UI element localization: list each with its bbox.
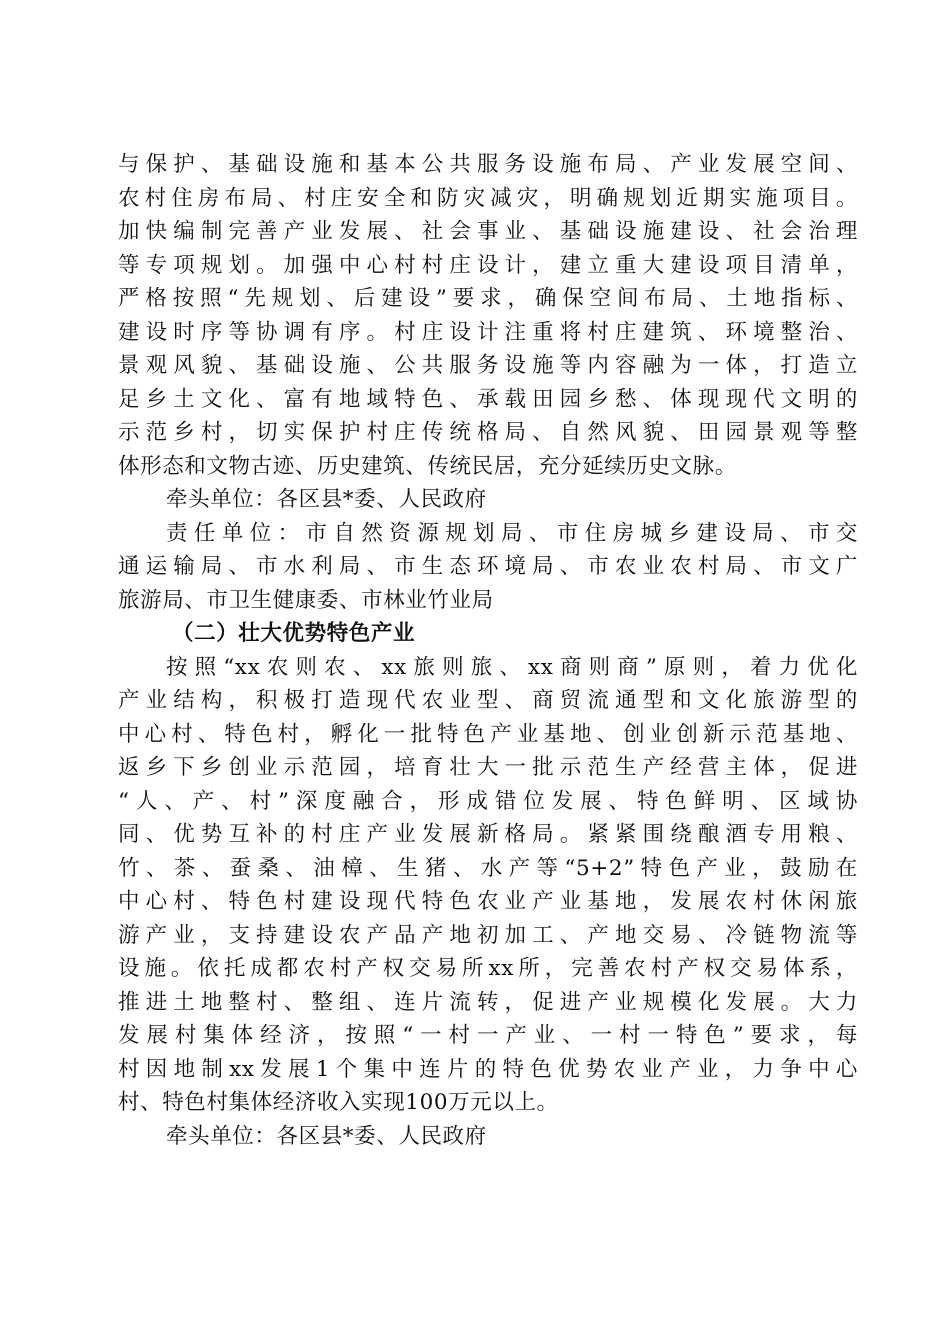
text-line: 竹、茶、蚕桑、油樟、生猪、水产等“5+2”特色产业，鼓励在 [118, 855, 858, 881]
text-line: 村、特色村集体经济收入实现100万元以上。 [118, 1090, 559, 1115]
text-line: 旅游局、市卫生健康委、市林业竹业局 [118, 587, 494, 613]
paragraph-responsible-units [118, 517, 858, 618]
document-body [118, 148, 858, 1153]
text-line: 体形态和文物古迹、历史建筑、传统民居，充分延续历史文脉。 [118, 453, 737, 479]
text-line: 同、优势互补的村庄产业发展新格局。紧紧围绕酿酒专用粮、 [118, 822, 858, 847]
text-line: 景观风貌、基础设施、公共服务设施等内容融为一体，打造立 [118, 353, 858, 378]
lead-unit-line: 牵头单位：各区县*委、人民政府 [166, 487, 487, 512]
text-line: 返乡下乡创业示范园，培育壮大一批示范生产经营主体，促进 [118, 755, 858, 780]
paragraph-industry [118, 651, 858, 1120]
text-line: 足乡土文化、富有地域特色、承载田园乡愁、体现现代文明的 [118, 386, 858, 412]
text-line: 游产业，支持建设农产品产地初加工、产地交易、冷链物流等 [118, 922, 858, 948]
text-line: 村因地制xx发展1个集中连片的特色优势农业产业，力争中心 [118, 1056, 858, 1082]
text-line: 农村住房布局、村庄安全和防灾减灾，明确规划近期实施项目。 [118, 185, 858, 211]
text-line: 中心村、特色村建设现代特色农业产业基地，发展农村休闲旅 [118, 889, 858, 914]
text-line: 责任单位：市自然资源规划局、市住房城乡建设局、市交 [166, 520, 858, 546]
text-line: 建设时序等协调有序。村庄设计注重将村庄建筑、环境整治、 [118, 319, 858, 345]
text-line: 中心村、特色村，孵化一批特色产业基地、创业创新示范基地、 [118, 721, 858, 747]
paragraph-planning [118, 148, 858, 483]
text-line: 产业结构，积极打造现代农业型、商贸流通型和文化旅游型的 [118, 688, 858, 713]
text-line: 与保护、基础设施和基本公共服务设施布局、产业发展空间、 [118, 152, 858, 177]
text-line: 按照“xx农则农、xx旅则旅、xx商则商”原则，着力优化 [166, 654, 858, 680]
text-line: 通运输局、市水利局、市生态环境局、市农业农村局、市文广 [118, 554, 858, 579]
text-line: 推进土地整村、整组、连片流转，促进产业规模化发展。大力 [118, 989, 858, 1015]
text-line: 设施。依托成都农村产权交易所xx所，完善农村产权交易体系， [118, 956, 858, 981]
lead-unit-line: 牵头单位：各区县*委、人民政府 [166, 1123, 487, 1149]
text-line: 示范乡村，切实保护村庄传统格局、自然风貌、田园景观等整 [118, 420, 858, 445]
text-line: 等专项规划。加强中心村村庄设计，建立重大建设项目清单， [118, 252, 858, 278]
section-heading: （二）壮大优势特色产业 [172, 621, 416, 646]
text-line: 发展村集体经济，按照“一村一产业、一村一特色”要求，每 [118, 1023, 858, 1048]
text-line: 严格按照“先规划、后建设”要求，确保空间布局、土地指标、 [118, 286, 858, 311]
text-line: 加快编制完善产业发展、社会事业、基础设施建设、社会治理 [118, 219, 858, 244]
text-line: “人、产、村”深度融合，形成错位发展、特色鲜明、区域协 [118, 788, 858, 814]
